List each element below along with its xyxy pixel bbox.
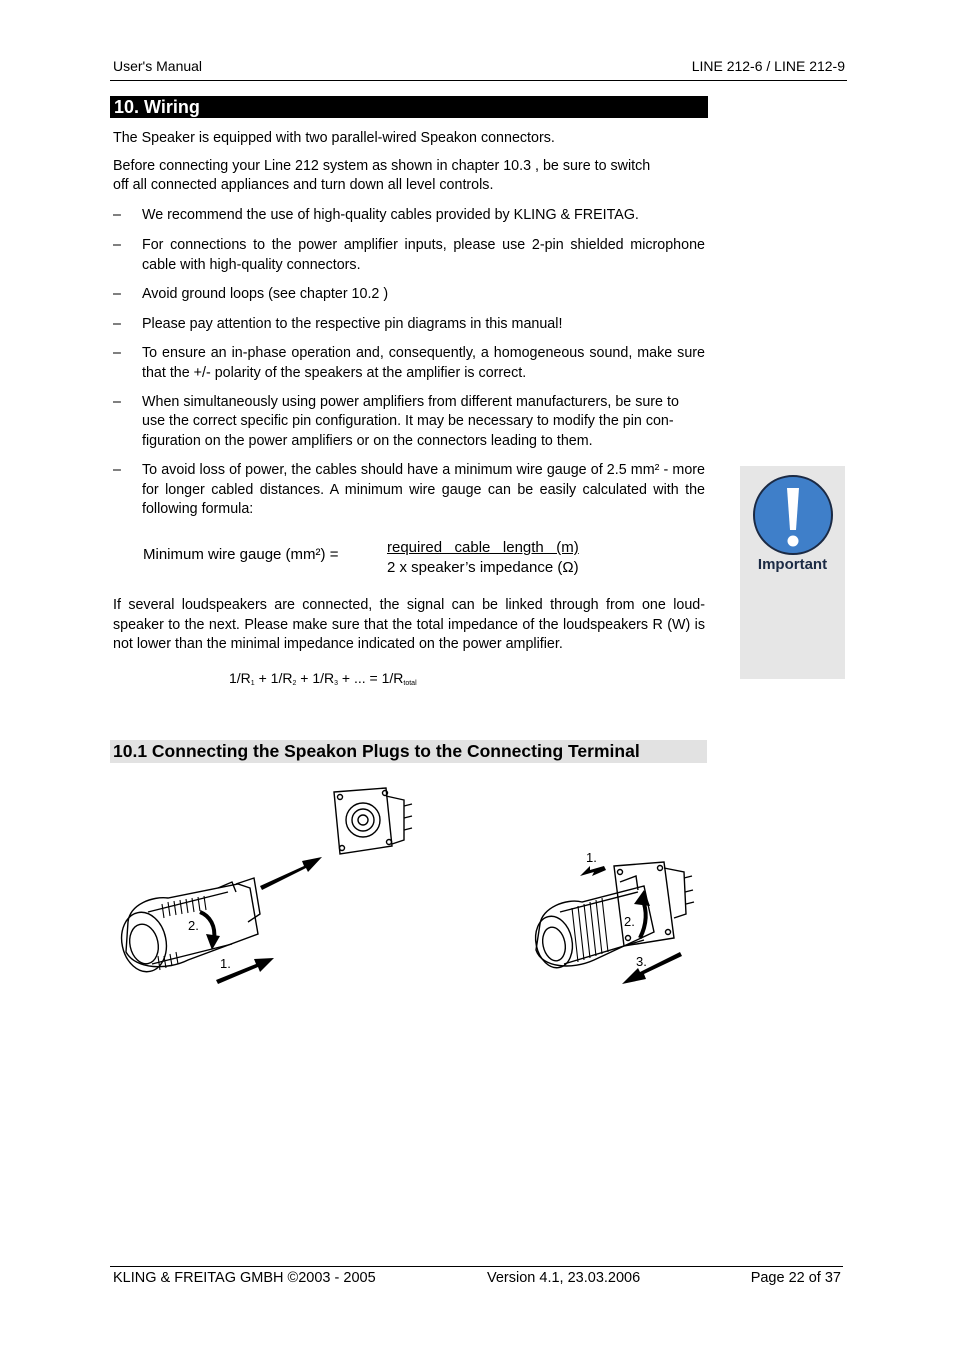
- footer-rule: [110, 1266, 843, 1267]
- exclamation-icon: [752, 474, 834, 556]
- bullet-ground-loops: Avoid ground loops (see chapter 10.2 ): [142, 286, 389, 302]
- bullet-dash: –: [113, 462, 121, 478]
- step-1-label: 1.: [586, 850, 597, 865]
- step-2-label: 2.: [188, 918, 199, 933]
- important-sidebar: [740, 466, 845, 679]
- bullet-polarity: To ensure an in-phase operation and, consequently, a homogeneous sound, make sure that the +/- polarity of the speakers at the amplifier is correct.: [142, 345, 705, 381]
- bullet-dash: –: [113, 207, 121, 223]
- plug-remove-figure: [528, 842, 708, 994]
- bullet-cables: We recommend the use of high-quality cables provided by KLING & FREITAG.: [142, 207, 639, 223]
- plug-insert-drawing: [108, 784, 448, 994]
- bullet-dash: –: [113, 286, 121, 302]
- section-title: 10. Wiring: [110, 96, 708, 118]
- plug-remove-drawing: [528, 842, 708, 994]
- step-1-label: 1.: [220, 956, 231, 971]
- formula-denominator: 2 x speaker’s impedance (Ω): [387, 559, 579, 576]
- formula-lhs: Minimum wire gauge (mm²) =: [143, 546, 339, 563]
- subsection-title: 10.1 Connecting the Speakon Plugs to the Connecting Terminal: [110, 740, 707, 763]
- bullet-dash: –: [113, 345, 121, 361]
- important-label: Important: [757, 556, 828, 573]
- formula-numerator: required cable length (m): [387, 539, 579, 556]
- footer-right: Page 22 of 37: [750, 1270, 841, 1286]
- bullet-manufacturers-line-3: figuration on the power amplifiers or on the connectors leading to them.: [142, 433, 593, 449]
- plug-insert-figure: [108, 784, 448, 994]
- step-3-label: 3.: [636, 954, 647, 969]
- bullet-pin-diagrams: Please pay attention to the respective pin diagrams in this manual!: [142, 316, 563, 332]
- header-left: User's Manual: [113, 58, 203, 74]
- impedance-formula: $1/R_1 + 1/R_2 + 1/R_3$ + ... = $1/R_{total}$: [229, 670, 417, 687]
- bullet-manufacturers-line-2: use the correct specific pin configuration. It may be necessary to modify the pin con-: [142, 413, 674, 429]
- intro-paragraph: The Speaker is equipped with two parallel-wired Speakon connectors.: [113, 130, 555, 146]
- bullet-dash: –: [113, 394, 121, 410]
- footer-center: Version 4.1, 23.03.2006: [487, 1270, 641, 1286]
- before-connecting-line-2: off all connected appliances and turn down all level controls.: [113, 177, 494, 193]
- loudspeaker-paragraph: If several loudspeakers are connected, the signal can be linked through from one loud-speaker to the next. Please make sure that the total impedance of the loudspeakers R (W) is not lower than the minimal impedance indicated on the power amplifier.: [113, 597, 705, 652]
- step-2-label: 2.: [624, 914, 635, 929]
- bullet-amplifier-inputs: For connections to the power amplifier inputs, please use 2-pin shielded microphone cable with high-quality connectors.: [142, 237, 705, 273]
- bullet-manufacturers-line-1: When simultaneously using power amplifiers from different manufacturers, be sure to: [142, 394, 679, 410]
- bullet-wire-gauge: To avoid loss of power, the cables should have a minimum wire gauge of 2.5 mm² - more for longer cabled distances. A minimum wire gauge can be easily calculated with the following formula:: [142, 462, 705, 517]
- header-right: LINE 212-6 / LINE 212-9: [691, 58, 845, 74]
- header-rule: [110, 80, 847, 81]
- footer-left: KLING & FREITAG GMBH ©2003 - 2005: [113, 1270, 376, 1286]
- bullet-dash: –: [113, 237, 121, 253]
- before-connecting-line-1: Before connecting your Line 212 system as shown in chapter 10.3 , be sure to switch: [113, 158, 651, 174]
- bullet-dash: –: [113, 316, 121, 332]
